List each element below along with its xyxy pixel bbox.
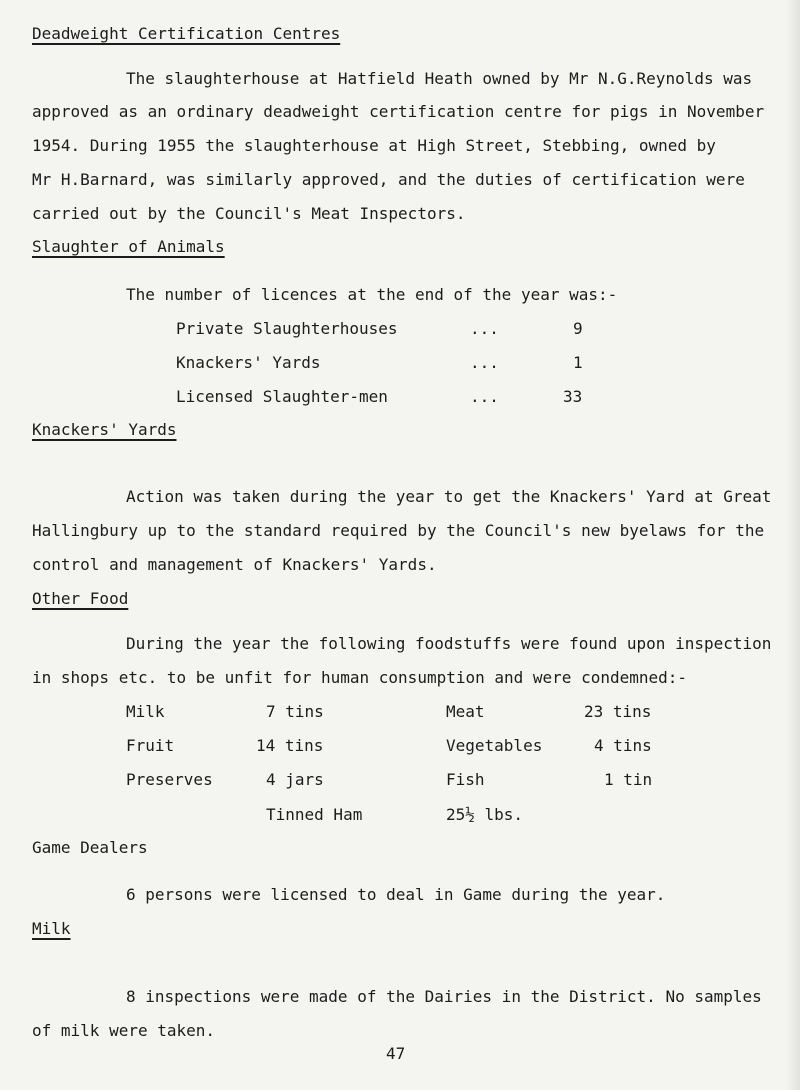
licence-label: Licensed Slaughter-men bbox=[176, 387, 388, 406]
licence-dots: ... bbox=[470, 319, 499, 338]
licence-count: 1 bbox=[573, 353, 583, 372]
licence-label: Private Slaughterhouses bbox=[176, 319, 398, 338]
food-item-qty: 25½ lbs. bbox=[446, 805, 524, 824]
paragraph-line: Mr H.Barnard, was similarly approved, and the duties of certification were bbox=[32, 170, 745, 189]
food-item-qty: 23 tins bbox=[584, 702, 652, 721]
food-item-name: Vegetables bbox=[446, 736, 543, 755]
food-item-name: Milk bbox=[126, 702, 165, 721]
paragraph-line: 6 persons were licensed to deal in Game during the year. bbox=[126, 885, 666, 904]
licence-count: 9 bbox=[573, 319, 583, 338]
paragraph-line: 1954. During 1955 the slaughterhouse at High Street, Stebbing, owned by bbox=[32, 136, 716, 155]
page-edge-shadow bbox=[786, 0, 800, 1090]
heading-other-food: Other Food bbox=[32, 589, 129, 608]
food-item-name: Tinned Ham bbox=[266, 805, 363, 824]
food-item-qty: 7 tins bbox=[266, 702, 324, 721]
paragraph-line: approved as an ordinary deadweight certification centre for pigs in November bbox=[32, 102, 765, 121]
paragraph-line: carried out by the Council's Meat Inspectors. bbox=[32, 204, 466, 223]
licence-dots: ... bbox=[470, 387, 499, 406]
food-item-qty: 14 tins bbox=[256, 736, 324, 755]
heading-slaughter: Slaughter of Animals bbox=[32, 237, 225, 256]
heading-deadweight: Deadweight Certification Centres bbox=[32, 24, 341, 43]
paragraph-line: During the year the following foodstuffs were found upon inspection bbox=[126, 634, 772, 653]
food-item-name: Fish bbox=[446, 770, 485, 789]
heading-game-dealers: Game Dealers bbox=[32, 838, 148, 857]
food-item-qty: 4 jars bbox=[266, 770, 324, 789]
heading-knackers-yards: Knackers' Yards bbox=[32, 420, 177, 439]
food-item-name: Meat bbox=[446, 702, 485, 721]
licence-label: Knackers' Yards bbox=[176, 353, 321, 372]
food-item-qty: 4 tins bbox=[594, 736, 652, 755]
licences-intro: The number of licences at the end of the year was:- bbox=[126, 285, 618, 304]
licence-dots: ... bbox=[470, 353, 499, 372]
paragraph-line: Hallingbury up to the standard required by the Council's new byelaws for the bbox=[32, 521, 765, 540]
heading-milk: Milk bbox=[32, 919, 71, 938]
licence-count: 33 bbox=[563, 387, 583, 406]
paragraph-line: The slaughterhouse at Hatfield Heath owned by Mr N.G.Reynolds was bbox=[126, 69, 753, 88]
page-number: 47 bbox=[386, 1044, 406, 1063]
paragraph-line: in shops etc. to be unfit for human consumption and were condemned:- bbox=[32, 668, 688, 687]
paragraph-line: 8 inspections were made of the Dairies in the District. No samples bbox=[126, 987, 762, 1006]
paragraph-line: control and management of Knackers' Yards. bbox=[32, 555, 437, 574]
paragraph-line: Action was taken during the year to get the Knackers' Yard at Great bbox=[126, 487, 772, 506]
paragraph-line: of milk were taken. bbox=[32, 1021, 216, 1040]
food-item-name: Fruit bbox=[126, 736, 175, 755]
food-item-name: Preserves bbox=[126, 770, 213, 789]
food-item-qty: 1 tin bbox=[604, 770, 653, 789]
